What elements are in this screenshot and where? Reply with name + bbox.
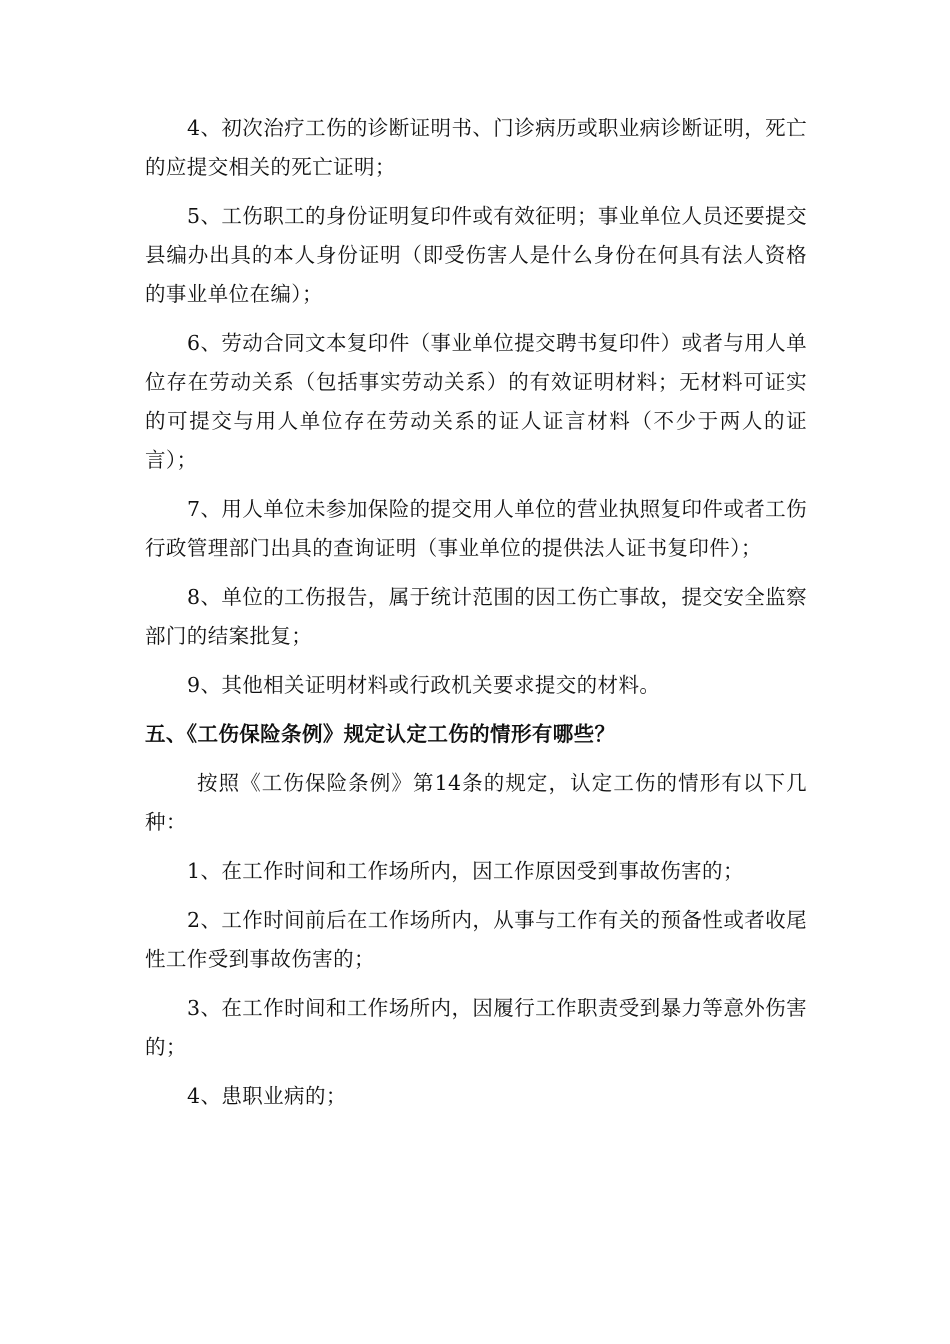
list-item: 1、在工作时间和工作场所内，因工作原因受到事故伤害的； [187,859,744,883]
list-item: 8、单位的工伤报告，属于统计范围的因工伤亡事故，提交安全监察部门的结案批复； [145,585,807,648]
list-item: 4、初次治疗工伤的诊断证明书、门诊病历或职业病诊断证明，死亡的应提交相关的死亡证明； [145,116,807,179]
list-item: 5、工伤职工的身份证明复印件或有效征明；事业单位人员还要提交县编办出具的本人身份证明（即受伤害人是什么身份在何具有法人资格的事业单位在编）； [145,204,807,306]
list-item: 6、劳动合同文本复印件（事业单位提交聘书复印件）或者与用人单位存在劳动关系（包括事实劳动关系）的有效证明材料；无材料可证实的可提交与用人单位存在劳动关系的证人证言材料（不少于两人的证言）； [145,331,807,472]
list-item: 2、工作时间前后在工作场所内，从事与工作有关的预备性或者收尾性工作受到事故伤害的； [145,908,807,971]
list-item: 4、患职业病的； [187,1084,347,1108]
list-item: 3、在工作时间和工作场所内，因履行工作职责受到暴力等意外伤害的； [145,996,807,1059]
list-item: 9、其他相关证明材料或行政机关要求提交的材料。 [187,673,661,697]
intro-paragraph: 按照《工伤保险条例》第14条的规定，认定工伤的情形有以下几种： [145,771,807,834]
section-heading: 五、《工伤保险条例》规定认定工伤的情形有哪些？ [145,722,616,746]
list-item: 7、用人单位未参加保险的提交用人单位的营业执照复印件或者工伤行政管理部门出具的查询证明（事业单位的提供法人证书复印件）； [145,497,807,560]
document-body [145,109,807,1126]
